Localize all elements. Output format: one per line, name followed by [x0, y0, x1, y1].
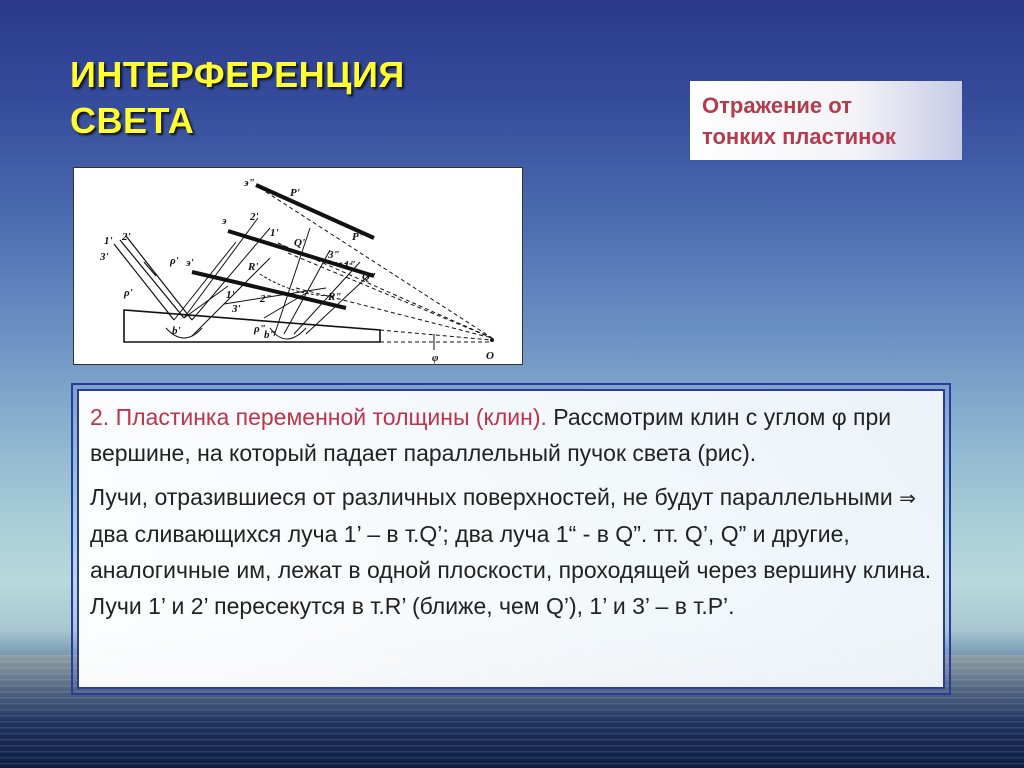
label-b2: 2" [260, 293, 272, 305]
label-O: O [486, 350, 494, 362]
label-b3: 3' [232, 303, 241, 315]
wedge-shape [124, 310, 380, 342]
label-Q2: Q" [362, 271, 377, 283]
label-rho1: ρ' [170, 255, 179, 267]
label-Q1: Q' [294, 237, 305, 249]
label-a1: 1' [104, 235, 113, 247]
ray-in-1 [114, 244, 174, 320]
subtitle-line-2: тонких пластинок [702, 124, 896, 149]
label-a3: 3' [100, 251, 109, 263]
label-R1: R' [248, 261, 259, 273]
label-rho1b: ρ' [124, 287, 133, 299]
wedge-diagram [73, 167, 523, 365]
label-n1: 1' [270, 227, 279, 239]
paragraph-1-body: Рассмотрим клин с углом φ при вершине, на который падает параллельный пучок света (рис). [90, 404, 892, 466]
label-P2: P" [352, 231, 365, 243]
label-n1b: 1" [344, 259, 356, 271]
paragraph-2 [90, 479, 933, 624]
label-e: э [222, 215, 227, 227]
content-textbox [77, 389, 945, 689]
label-a2: 2' [122, 231, 131, 243]
label-P1: P' [290, 187, 300, 199]
slide-title [70, 52, 405, 144]
label-n3b: 3" [328, 249, 340, 261]
ray-in-2 [120, 240, 184, 318]
plane-line-1 [260, 188, 492, 338]
plane-line-4 [296, 288, 492, 338]
label-e1: э' [186, 257, 194, 269]
arrow-in [144, 262, 156, 276]
label-n2: 2' [250, 211, 259, 223]
title-line-1: ИНТЕРФЕРЕНЦИЯ [70, 54, 405, 95]
ray-in-3 [126, 236, 192, 320]
paragraph-2-part-1: Лучи, отразившиеся от различных поверхностей, не будут параллельными [90, 484, 893, 510]
label-rho2: ρ" [254, 323, 266, 335]
paragraph-1 [90, 399, 933, 471]
label-e2: э" [244, 177, 255, 189]
label-R2: R" [328, 291, 342, 303]
label-br: b" [264, 329, 276, 341]
wedge-extension-dashed [380, 330, 492, 340]
subtitle-box [690, 81, 962, 160]
label-bl: b' [172, 325, 181, 337]
vertex-point [490, 338, 494, 342]
label-b1: 1' [226, 289, 235, 301]
title-line-2: СВЕТА [70, 100, 195, 141]
wedge-diagram-svg [74, 168, 522, 364]
ray-r9 [306, 276, 368, 334]
ray-r7 [284, 250, 330, 334]
ray-r4 [184, 286, 228, 318]
implies-arrow-icon: ⇒ [899, 486, 916, 510]
ray-r2 [184, 218, 258, 318]
paragraph-2-part-2: два сливающихся луча 1’ – в т.Q’; два луча 1“ - в Q”. тт. Q’, Q” и другие, аналогичные им, лежат в одной плоскости, проходящей через вершину клина. Лучи 1’ и 2’ пересекутся в т.R’ (ближе, чем Q’), 1’ и 3’ – в т.P’. [90, 521, 932, 619]
subtitle-line-1: Отражение от [702, 93, 852, 118]
label-phi: φ [432, 352, 439, 364]
paragraph-1-highlight: 2. Пластинка переменной толщины (клин). [90, 404, 547, 430]
